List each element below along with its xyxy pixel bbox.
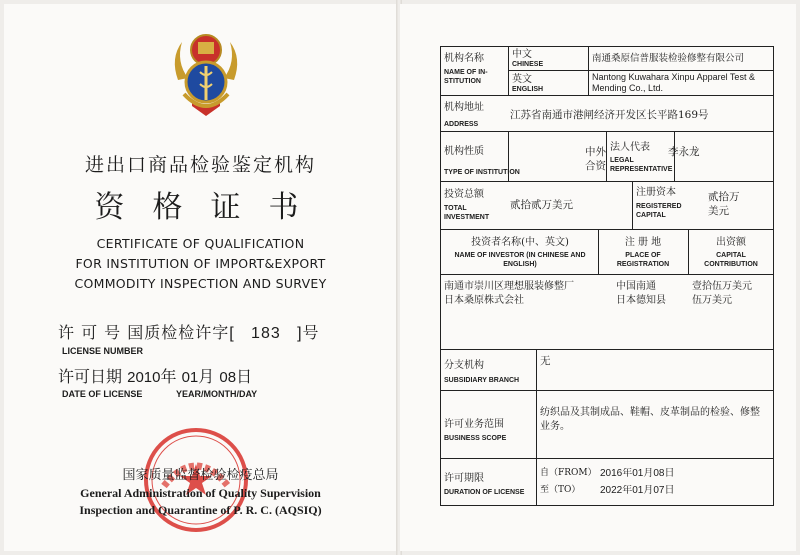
- scope-label-en: BUSINESS SCOPE: [444, 435, 507, 442]
- address-label-en: ADDRESS: [444, 121, 479, 128]
- branch-label-en: SUBSIDIARY BRANCH: [444, 377, 520, 384]
- investor-label-en: NAME OF INVESTOR (IN CHINESE AND ENGLISH): [454, 252, 586, 268]
- name-label-en: NAME OF IN-STITUTION: [444, 69, 488, 85]
- certificate-left-page: [4, 4, 397, 551]
- date-month: 01: [181, 369, 199, 386]
- scope-label-cn: 许可业务范围: [444, 419, 504, 430]
- rep-label-en: LEGAL REPRESENTATIVE: [610, 157, 673, 173]
- duration-label-en: DURATION OF LICENSE: [444, 489, 525, 496]
- investor-label-cn: 投资者名称(中、英文): [471, 237, 569, 248]
- date-label-en: DATE OF LICENSE: [62, 389, 143, 399]
- investor-name: 日本桑原株式会社: [444, 295, 524, 306]
- date-year-unit: 年: [160, 367, 177, 386]
- english-label: 英文: [512, 74, 532, 85]
- title-chinese-large: 资格证书: [94, 190, 327, 225]
- license-number-row: 许 可 号 国质检检许字[ 183 ]号: [58, 323, 320, 342]
- contribution-label-cn: 出资额: [716, 237, 746, 248]
- investor-contribution: 壹拾伍万美元: [692, 281, 752, 292]
- license-prefix: 许 可 号 国质检检许字: [58, 323, 230, 342]
- capital-label-en: REGISTERED CAPITAL: [636, 203, 682, 219]
- issuer-chinese: 国家质量监督检验检疫总局: [122, 468, 279, 483]
- total-investment: 贰拾贰万美元: [510, 199, 573, 211]
- duration-label-cn: 许可期限: [444, 473, 484, 484]
- type-label-en: TYPE OF INSTITUTION: [444, 169, 520, 176]
- institution-type: [580, 145, 606, 173]
- date-day-unit: 日: [236, 367, 253, 386]
- date-month-unit: 月: [198, 367, 215, 386]
- to-label: 至（TO）: [540, 485, 581, 495]
- title-english-line-2: FOR INSTITUTION OF IMPORT&EXPORT: [75, 256, 326, 271]
- date-day: 08: [219, 369, 237, 386]
- name-label-cn: 机构名称: [444, 53, 484, 64]
- investment-label-en: TOTAL INVESTMENT: [444, 205, 490, 221]
- license-date-row: [58, 364, 252, 387]
- english-label-en: ENGLISH: [512, 86, 544, 93]
- chinese-label: 中文: [512, 49, 532, 60]
- investor-place: 日本德知县: [616, 295, 666, 306]
- rep-label-cn: 法人代表: [610, 142, 650, 153]
- place-label-en: PLACE OF REGISTRATION: [616, 252, 670, 268]
- institution-name-en: Nantong Kuwahara Xinpu Apparel Test & Mending Co., Ltd.: [592, 72, 755, 93]
- investor-name: 南通市崇川区理想服装修整厂: [444, 281, 574, 292]
- title-chinese: 进出口商品检验鉴定机构: [84, 154, 316, 176]
- investment-label-cn: 投资总额: [444, 189, 484, 200]
- license-number-label-en: LICENSE NUMBER: [62, 346, 144, 356]
- institution-address: 江苏省南通市港闸经济开发区长平路169号: [510, 109, 709, 121]
- registered-capital: 贰拾万美元: [708, 191, 740, 217]
- title-english-line-1: CERTIFICATE OF QUALIFICATION: [96, 236, 305, 251]
- inspection-emblem-icon: [166, 28, 246, 120]
- issuer-english-line-2: Inspection and Quarantine of P. R. C. (AQSIQ): [79, 503, 322, 517]
- issuer-english-line-1: General Administration of Quality Supervision: [80, 486, 321, 500]
- address-label-cn: 机构地址: [444, 102, 484, 113]
- institution-name-cn: 南通桑原信普服装检验修整有限公司: [592, 53, 745, 64]
- date-year: 2010: [127, 369, 161, 386]
- branch-label-cn: 分支机构: [444, 360, 484, 371]
- place-label-cn: 注 册 地: [624, 237, 662, 248]
- business-scope: 纺织品及其制成品、鞋帽、皮革制品的检验、修整业务。: [540, 407, 760, 432]
- institution-details-table: [440, 46, 774, 506]
- subsidiary-branch: 无: [540, 355, 551, 367]
- license-suffix: 号: [302, 323, 320, 342]
- certificate-right-page: [400, 4, 796, 551]
- license-to-date: 2022年01月07日: [600, 485, 675, 496]
- capital-label-cn: 注册资本: [636, 187, 676, 198]
- title-english-line-3: COMMODITY INSPECTION AND SURVEY: [74, 276, 327, 291]
- license-from-date: 2016年01月08日: [600, 468, 675, 479]
- type-label-cn: 机构性质: [444, 146, 484, 157]
- chinese-label-en: CHINESE: [512, 61, 544, 68]
- institution-type-text: 中外合资: [585, 146, 606, 172]
- investor-contribution: 伍万美元: [692, 295, 732, 306]
- date-prefix: 许可日期: [58, 367, 123, 386]
- from-label: 自（FROM）: [540, 468, 597, 478]
- date-format-en: YEAR/MONTH/DAY: [176, 389, 258, 399]
- contribution-label-en: CAPITAL CONTRIBUTION: [704, 252, 758, 268]
- legal-representative: 李永龙: [668, 146, 700, 158]
- license-number: 183: [251, 325, 281, 342]
- investor-place: 中国南通: [616, 281, 656, 292]
